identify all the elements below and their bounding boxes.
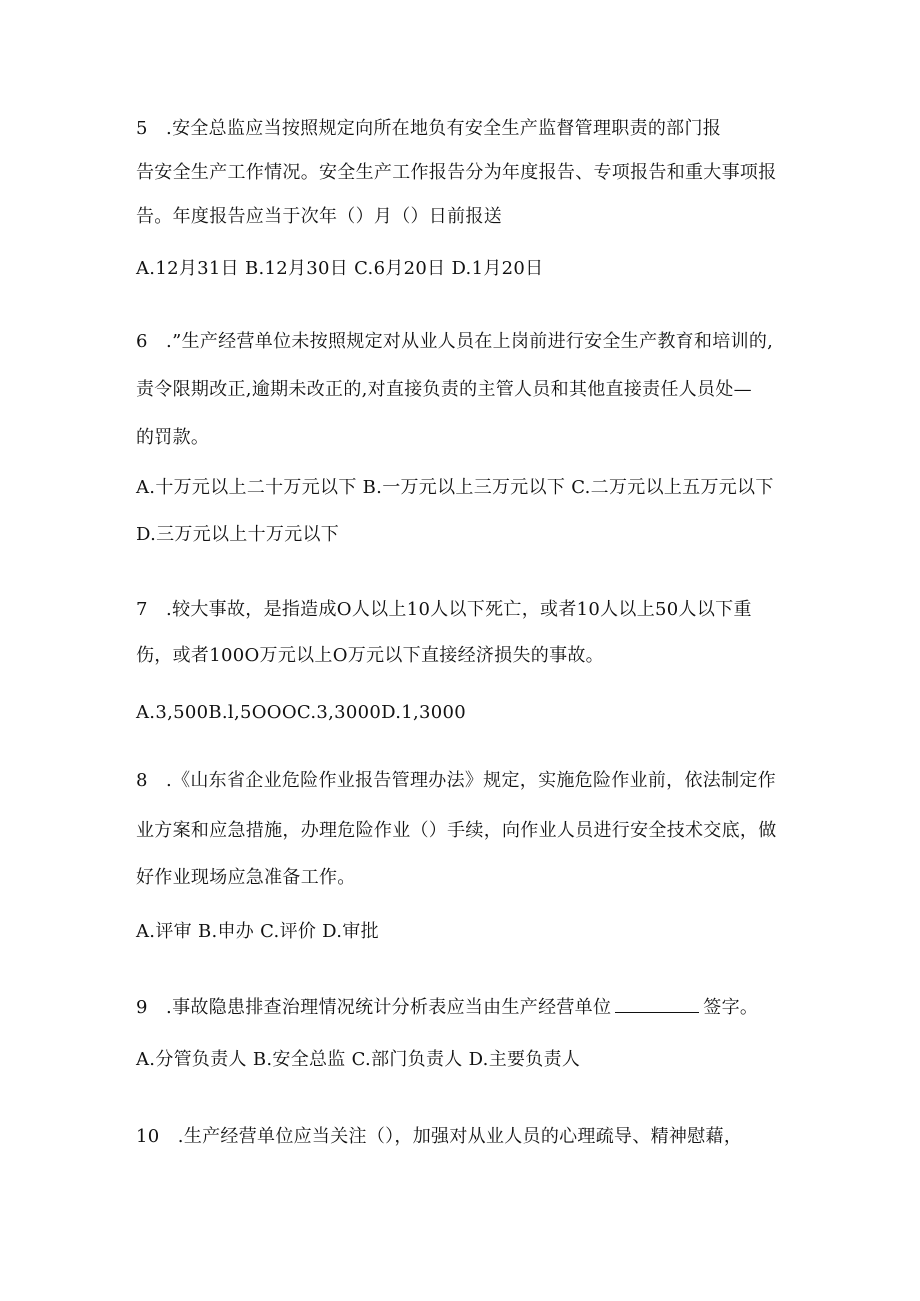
question-5-stem-line-2: 告安全生产工作情况。安全生产工作报告分为年度报告、专项报告和重大事项报 [136, 162, 777, 183]
question-8-options: A.评审 B.申办 C.评价 D.审批 [136, 921, 379, 942]
question-6-options-line-2: D.三万元以上十万元以下 [136, 524, 340, 545]
question-7-stem-line-1: 7 .较大事故，是指造成O人以上10人以下死亡，或者10人以上50人以下重 [136, 599, 752, 620]
question-5-stem-line-1: 5 .安全总监应当按照规定向所在地负有安全生产监督管理职责的部门报 [136, 118, 722, 139]
answer-blank [615, 996, 699, 1013]
question-6-stem-line-2: 责令限期改正,逾期未改正的,对直接负责的主管人员和其他直接责任人员处— [136, 379, 752, 400]
question-8-stem-line-1: 8 .《山东省企业危险作业报告管理办法》规定，实施危险作业前，依法制定作 [136, 770, 776, 791]
question-6-stem-line-1: 6 .”生产经营单位未按照规定对从业人员在上岗前进行安全生产教育和培训的, [136, 331, 774, 352]
question-8-stem-line-3: 好作业现场应急准备工作。 [136, 867, 356, 888]
question-6-stem-line-3: 的罚款。 [136, 427, 210, 448]
question-9-stem-before: 9 .事故隐患排查治理情况统计分析表应当由生产经营单位 [136, 997, 612, 1018]
question-8-stem-line-2: 业方案和应急措施，办理危险作业（）手续，向作业人员进行安全技术交底，做 [136, 820, 777, 841]
question-9-stem [136, 996, 758, 1020]
question-9-stem-after: 签字。 [703, 997, 759, 1018]
question-7-options: A.3,500B.l,5OOOC.3,3000D.1,3000 [136, 702, 467, 723]
question-7-stem-line-2: 伤，或者100O万元以上O万元以下直接经济损失的事故。 [136, 645, 604, 666]
question-5-stem-line-3: 告。年度报告应当于次年（）月（）日前报送 [136, 206, 502, 227]
question-9-options: A.分管负责人 B.安全总监 C.部门负责人 D.主要负责人 [136, 1049, 581, 1070]
question-5-options: A.12月31日 B.12月30日 C.6月20日 D.1月20日 [136, 258, 544, 279]
question-6-options-line-1: A.十万元以上二十万元以下 B.一万元以上三万元以下 C.二万元以上五万元以下 [136, 477, 774, 498]
question-10-stem-line-1: 10 .生产经营单位应当关注（），加强对从业人员的心理疏导、精神慰藉， [136, 1126, 743, 1147]
